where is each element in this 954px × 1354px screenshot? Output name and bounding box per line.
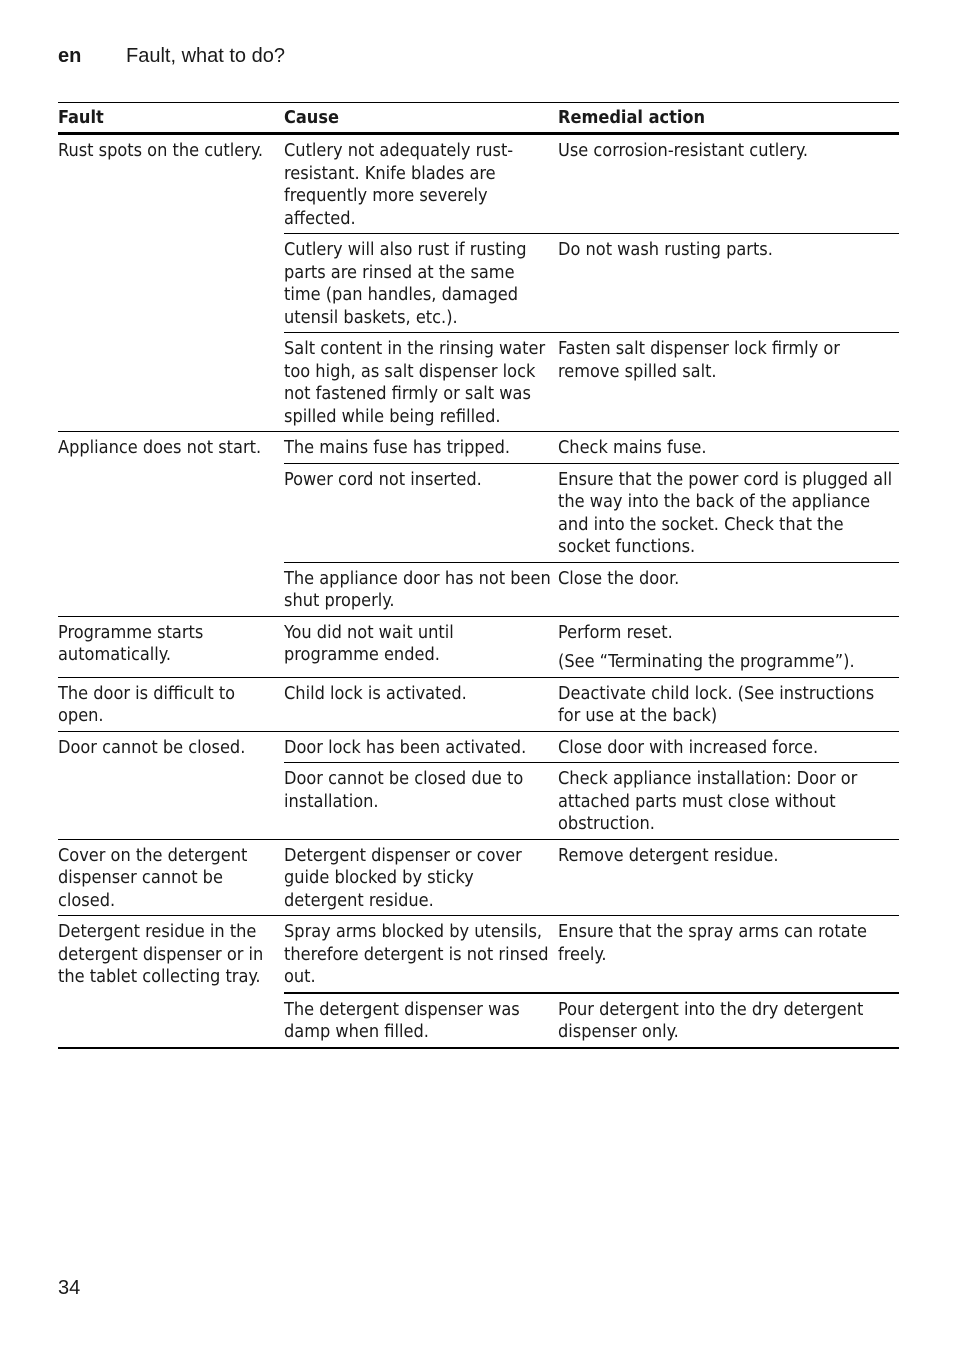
remedy-text: Check mains fuse. — [558, 437, 707, 458]
cause-cell: Spray arms blocked by utensils, therefore detergent is not rinsed out. — [284, 916, 558, 993]
cause-cell: Power cord not inserted. — [284, 463, 558, 562]
remedy-text: Ensure that the power cord is plugged all the way into the back of the appliance and into the socket. Check that the socket functions. — [558, 468, 893, 557]
fault-cell: Door cannot be closed. — [58, 731, 284, 839]
remedy-text: Check appliance installation: Door or attached parts must close without obstruction. — [558, 768, 858, 834]
cause-cell: The mains fuse has tripped. — [284, 432, 558, 464]
remedy-cell — [558, 839, 899, 916]
remedy-text: Pour detergent into the dry detergent dispenser only. — [558, 998, 864, 1042]
remedy-note: (See “Terminating the programme”). — [558, 651, 855, 672]
cause-cell: Detergent dispenser or cover guide blocked by sticky detergent residue. — [284, 839, 558, 916]
remedy-cell — [558, 731, 899, 763]
remedy-cell — [558, 916, 899, 993]
cause-cell: Cutlery not adequately rust-resistant. Knife blades are frequently more severely affected. — [284, 140, 514, 229]
remedy-cell — [558, 333, 899, 432]
page-header — [58, 45, 285, 68]
table-header-row — [58, 103, 899, 134]
remedy-cell — [558, 432, 899, 464]
remedy-cell — [558, 763, 899, 840]
column-header-remedy: Remedial action — [558, 103, 899, 134]
cause-cell: Cutlery will also rust if rusting parts are rinsed at the same time (pan handles, damaged utensil baskets, etc.). — [284, 234, 558, 333]
remedy-text: Close the door. — [558, 567, 680, 589]
page-title: Fault, what to do? — [126, 45, 285, 67]
cause-cell: Salt content in the rinsing water too high, as salt dispenser lock not fastened firmly or salt was spilled while being refilled. — [284, 333, 558, 432]
remedy-text: Ensure that the spray arms can rotate freely. — [558, 921, 867, 965]
fault-cell: Cover on the detergent dispenser cannot be closed. — [58, 839, 284, 916]
remedy-text: Use corrosion-resistant cutlery. — [558, 140, 809, 161]
column-header-fault: Fault — [58, 103, 284, 134]
table-row — [58, 731, 899, 763]
remedy-cell — [558, 134, 899, 234]
remedy-cell — [558, 993, 899, 1048]
remedy-text: Close door with increased force. — [558, 736, 819, 758]
fault-cell: Appliance does not start. — [58, 432, 284, 617]
remedy-text: Do not wash rusting parts. — [558, 239, 773, 260]
table-row — [58, 916, 899, 993]
cause-cell: Door cannot be closed due to installation. — [284, 763, 558, 840]
remedy-text: Perform reset. — [558, 621, 673, 643]
remedy-text: Remove detergent residue. — [558, 844, 779, 866]
remedy-text: Fasten salt dispenser lock firmly or remove spilled salt. — [558, 338, 840, 382]
table-row — [58, 134, 899, 234]
cause-cell: The detergent dispenser was damp when filled. — [284, 993, 558, 1048]
table-row — [58, 839, 899, 916]
fault-cell: Detergent residue in the detergent dispenser or in the tablet collecting tray. — [58, 916, 284, 1048]
table-row — [58, 677, 899, 731]
column-header-cause: Cause — [284, 103, 558, 134]
table-row — [58, 616, 899, 677]
remedy-cell — [558, 463, 899, 562]
fault-table — [58, 102, 899, 1049]
fault-table-body — [58, 134, 899, 1048]
fault-cell: The door is difficult to open. — [58, 677, 284, 731]
remedy-cell — [558, 677, 899, 731]
remedy-cell — [558, 562, 899, 616]
cause-cell: Child lock is activated. — [284, 677, 558, 731]
remedy-text: Deactivate child lock. (See instructions for use at the back) — [558, 682, 875, 726]
table-row — [58, 432, 899, 464]
fault-cell: Rust spots on the cutlery. — [58, 140, 264, 161]
fault-cell: Programme starts automatically. — [58, 616, 284, 677]
cause-cell: Door lock has been activated. — [284, 731, 558, 763]
remedy-cell — [558, 234, 899, 333]
language-code: en — [58, 45, 82, 67]
cause-cell: You did not wait until programme ended. — [284, 616, 558, 677]
page-number: 34 — [58, 1277, 81, 1299]
remedy-cell — [558, 616, 899, 677]
cause-cell: The appliance door has not been shut properly. — [284, 562, 558, 616]
